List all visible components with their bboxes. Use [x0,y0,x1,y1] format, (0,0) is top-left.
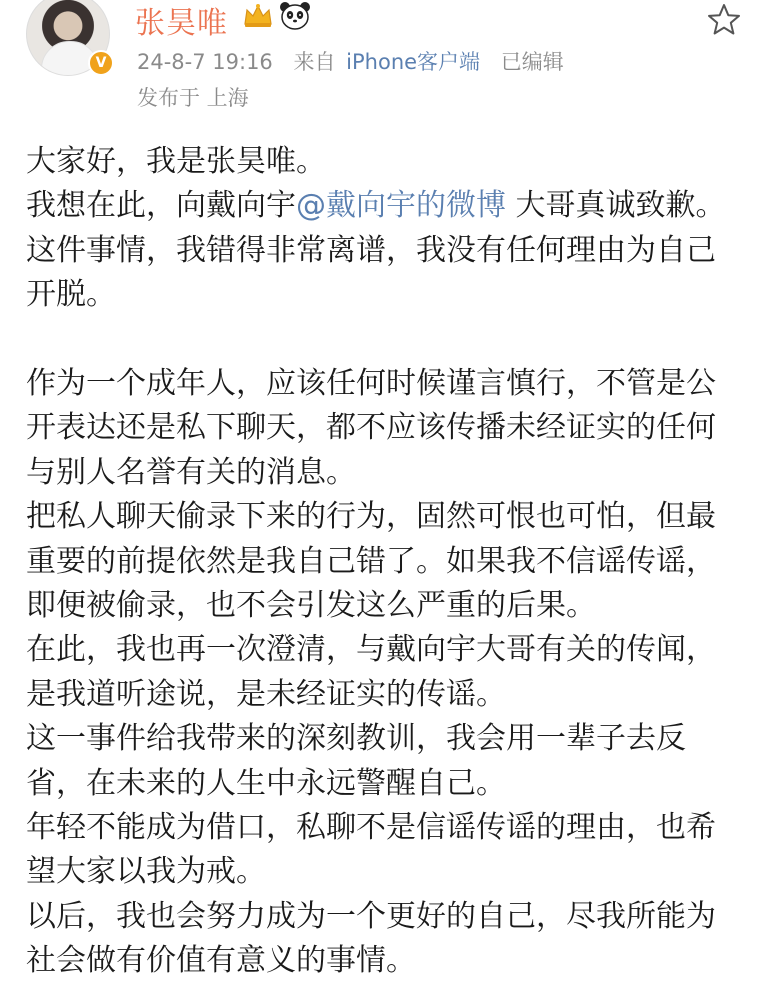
content-line: 作为一个成年人，应该任何时候谨言慎行，不管是公开表达还是私下聊天，都不应该传播未经证实的任何与别人名誉有关的消息。 [26,366,716,490]
edited-label[interactable]: 已编辑 [500,50,564,74]
content-line: 以后，我也会努力成为一个更好的自己，尽我所能为社会做有价值有意义的事情。 [26,898,716,979]
content-line: 年轻不能成为借口，私聊不是信谣传谣的理由，也希望大家以我为戒。 [26,810,716,890]
source-prefix: 来自 [293,50,336,74]
content-text: 大哥真诚致歉。 [506,188,726,224]
author-name[interactable]: 张昊唯 [135,6,228,41]
post-date: 24-8-7 19:16 [137,50,273,74]
content-line: 大家好，我是张昊唯。 [26,144,326,179]
content-line: 在此，我也再一次澄清，与戴向宇大哥有关的传闻，是我道听途说，是未经证实的传谣。 [26,632,716,712]
mention-link[interactable]: @戴向宇的微博 [296,188,506,224]
content-line: 把私人聊天偷录下来的行为，固然可恨也可怕，但最重要的前提依然是我自己错了。如果我不信谣传谣，即便被偷录，也不会引发这么严重的后果。 [26,499,716,624]
content-line: 这一事件给我带来的深刻教训，我会用一辈子去反省，在未来的人生中永远警醒自己。 [26,721,686,801]
content-line: 这件事情，我错得非常离谱，我没有任何理由为自己开脱。 [26,232,716,313]
panda-icon [279,0,311,30]
post-source[interactable]: iPhone客户端 [346,50,481,74]
content-line [26,184,744,228]
post-header [0,0,768,120]
post-content [26,140,744,984]
post-location: 发布于 上海 [137,86,249,110]
content-text: 我想在此，向戴向宇 [26,188,296,224]
crown-icon [242,2,274,28]
verified-badge: V [88,50,114,76]
paragraph-spacer [26,318,744,362]
avatar[interactable] [26,0,110,76]
post-meta [137,46,578,76]
star-icon[interactable] [706,2,742,38]
